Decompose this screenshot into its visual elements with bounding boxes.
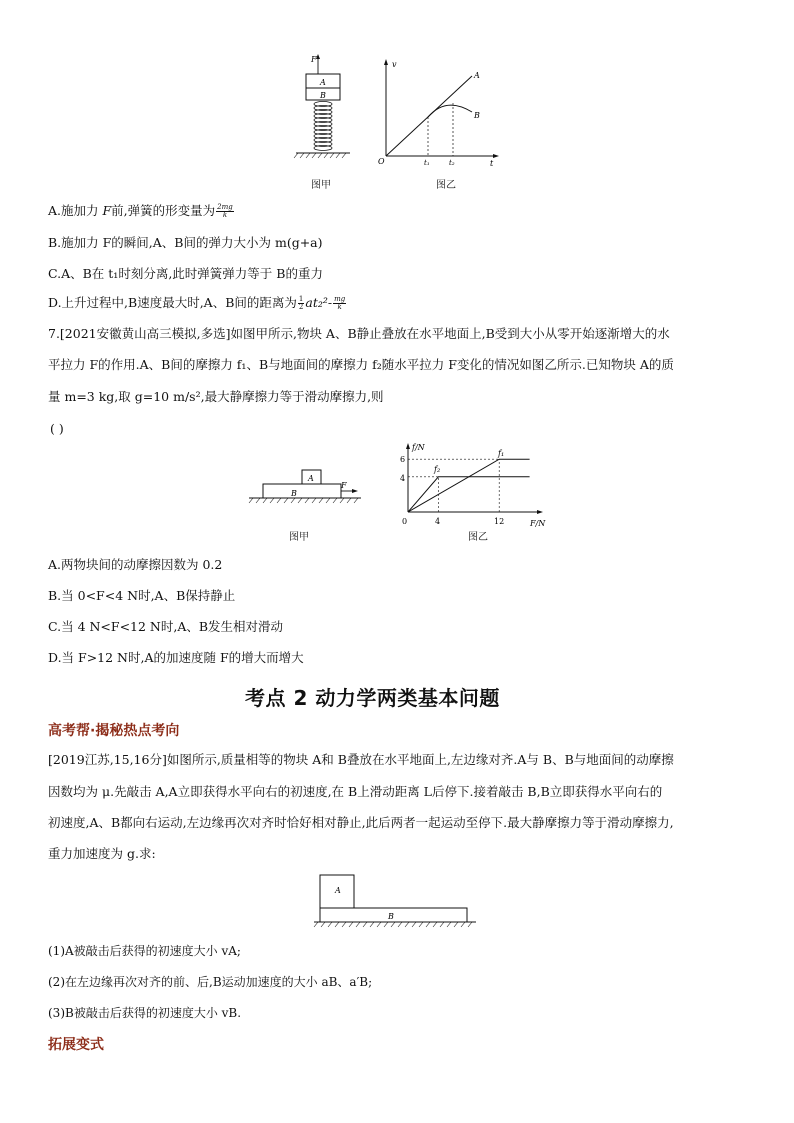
- t-axis-label: t: [490, 159, 494, 168]
- fig2-caption-jia: 图甲: [289, 532, 309, 543]
- fig2-caption-yi: 图乙: [468, 532, 488, 543]
- fig1-caption-jia: 图甲: [311, 180, 331, 191]
- figure-spring-blocks: [290, 52, 360, 187]
- q6-option-a: A.施加力 F前,弹簧的形变量为 $\frac{2mg}{k}$: [48, 203, 233, 219]
- origin-label: O: [378, 157, 385, 166]
- x-tick-4: 4: [435, 517, 441, 526]
- curve-a-label: A: [474, 71, 480, 80]
- q7-stem-line3: 量 m=3 kg,取 g=10 m/s²,最大静摩擦力等于滑动摩擦力,则: [48, 389, 384, 404]
- figure-problem-blocks: [310, 872, 485, 932]
- x-tick-12: 12: [494, 517, 505, 526]
- problem-q2: (2)在左边缘再次对齐的前、后,B运动加速度的大小 aB、a′B;: [48, 975, 373, 989]
- fig1-caption-yi: 图乙: [436, 180, 456, 191]
- problem-line1: [2019江苏,15,16分]如图所示,质量相等的物块 A和 B叠放在水平地面上,左边缘对齐.A与 B、B与地面间的动摩擦: [48, 752, 674, 767]
- block-b-label: B: [320, 91, 326, 100]
- block-b-label: B: [388, 912, 394, 921]
- q6-option-c: C.A、B在 t₁时刻分离,此时弹簧弹力等于 B的重力: [48, 266, 323, 281]
- figure-stacked-blocks: [245, 468, 365, 514]
- curve-b-label: B: [474, 111, 480, 120]
- figure-vt-graph: [376, 56, 501, 171]
- q6-option-d: D.上升过程中,B速度最大时,A、B间的距离为 $\frac{1}{2}$ at₂²- $\frac{mg}{k}$: [48, 295, 346, 311]
- extension-heading: 拓展变式: [48, 1037, 104, 1053]
- origin-label: 0: [402, 517, 408, 526]
- problem-line4: 重力加速度为 g.求:: [48, 846, 156, 861]
- block-b-label: B: [291, 489, 297, 498]
- t1-label: t₁: [424, 159, 430, 167]
- block-b: [263, 484, 341, 498]
- y-tick-4: 4: [400, 474, 406, 483]
- q7-option-c: C.当 4 N<F<12 N时,A、B发生相对滑动: [48, 619, 284, 634]
- friction-chart: [390, 442, 560, 527]
- y-tick-6: 6: [400, 455, 406, 464]
- f1-label: f₁: [498, 449, 505, 458]
- v-axis-label: v: [392, 60, 397, 69]
- block-a-label: A: [308, 474, 314, 483]
- problem-line2: 因数均为 μ.先敲击 A,A立即获得水平向右的初速度,在 B上滑动距离 L后停下.接着敲击 B,B立即获得水平向右的: [48, 784, 663, 799]
- block-a-label: A: [335, 886, 341, 895]
- problem-line3: 初速度,A、B都向右运动,左边缘再次对齐时恰好相对静止,此后两者一起运动至停下.最大静摩擦力等于滑动摩擦力,: [48, 815, 674, 830]
- q6-option-b: B.施加力 F的瞬间,A、B间的弹力大小为 m(g+a): [48, 235, 323, 250]
- q7-option-d: D.当 F>12 N时,A的加速度随 F的增大而增大: [48, 650, 304, 665]
- f2-label: f₂: [434, 465, 441, 474]
- q7-stem-line2: 平拉力 F的作用.A、B间的摩擦力 f₁、B与地面间的摩擦力 f₂随水平拉力 F变化的情况如图乙所示.已知物块 A的质: [48, 357, 674, 372]
- q7-stem-line1: 7.[2021安徽黄山高三模拟,多选]如图甲所示,物块 A、B静止叠放在水平地面上,B受到大小从零开始逐渐增大的水: [48, 326, 670, 341]
- series-line-2: [408, 477, 530, 512]
- curve-b: [428, 105, 472, 117]
- q7-option-b: B.当 0<F<4 N时,A、B保持静止: [48, 588, 236, 603]
- y-axis-label: f/N: [412, 443, 425, 452]
- block-a-label: A: [320, 78, 326, 87]
- force-label: F: [311, 55, 317, 64]
- spring: [314, 102, 332, 151]
- section-title: 考点 2 动力学两类基本问题: [245, 686, 500, 710]
- q7-option-a: A.两物块间的动摩擦因数为 0.2: [48, 557, 223, 572]
- problem-q1: (1)A被敲击后获得的初速度大小 vA;: [48, 944, 241, 958]
- section-subheading: 高考帮·揭秘热点考向: [48, 723, 180, 739]
- x-axis-label: F/N: [530, 519, 546, 527]
- q7-answer-paren: ( ): [50, 421, 64, 436]
- series-line-1: [408, 459, 530, 512]
- force-label: F: [341, 481, 347, 490]
- t2-label: t₂: [449, 159, 455, 167]
- problem-q3: (3)B被敲击后获得的初速度大小 vB.: [48, 1006, 242, 1020]
